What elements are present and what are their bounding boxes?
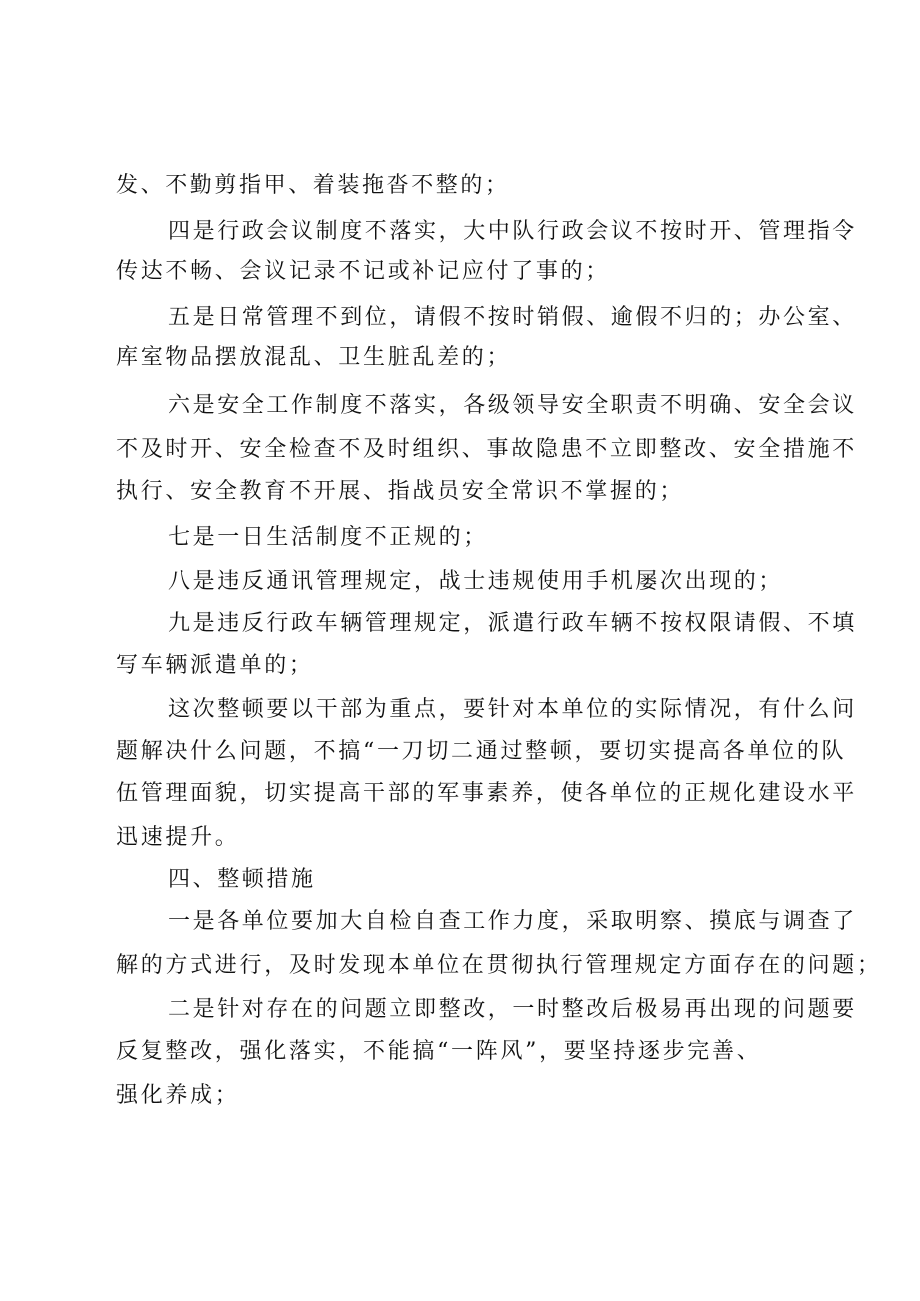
text-line: 执行、安全教育不开展、指战员安全常识不掌握的； [116, 479, 685, 504]
text-line: 迅速提升。 [116, 825, 240, 850]
text-line: 不及时开、安全检查不及时组织、事故隐患不立即整改、安全措施不 [116, 437, 858, 462]
text-line: 写车辆派遣单的； [116, 653, 314, 678]
text-line: 二是针对存在的问题立即整改，一时整改后极易再出现的问题要 [168, 997, 857, 1022]
text-line: 反复整改，强化落实，不能搞“一阵风”，要坚持逐步完善、 [116, 1039, 762, 1064]
text-line: 题解决什么问题，不搞“一刀切二通过整顿，要切实提高各单位的队 [116, 739, 847, 764]
section-heading: 四、整顿措施 [168, 867, 316, 892]
text-line: 一是各单位要加大自检自查工作力度，采取明察、摸底与调查了 [168, 909, 857, 934]
text-line: 九是违反行政车辆管理规定，派遣行政车辆不按权限请假、不填 [168, 611, 857, 636]
text-line: 五是日常管理不到位，请假不按时销假、逾假不归的；办公室、 [168, 305, 857, 330]
text-line: 传达不畅、会议记录不记或补记应付了事的； [116, 259, 611, 284]
text-line: 八是违反通讯管理规定，战士违规使用手机屡次出现的； [168, 569, 784, 594]
text-line: 这次整顿要以干部为重点，要针对本单位的实际情况，有什么问 [168, 697, 857, 722]
text-line: 强化养成； [116, 1083, 240, 1108]
text-line: 库室物品摆放混乱、卫生脏乱差的； [116, 345, 512, 370]
text-line: 解的方式进行，及时发现本单位在贯彻执行管理规定方面存在的问题； [116, 953, 882, 978]
text-line: 发、不勤剪指甲、着装拖沓不整的； [116, 173, 510, 198]
text-line: 七是一日生活制度不正规的； [168, 525, 488, 550]
text-line: 六是安全工作制度不落实，各级领导安全职责不明确、安全会议 [168, 393, 857, 418]
text-line: 四是行政会议制度不落实，大中队行政会议不按时开、管理指令 [168, 219, 857, 244]
text-line: 伍管理面貌，切实提高干部的军事素养，使各单位的正规化建设水平 [116, 781, 858, 806]
